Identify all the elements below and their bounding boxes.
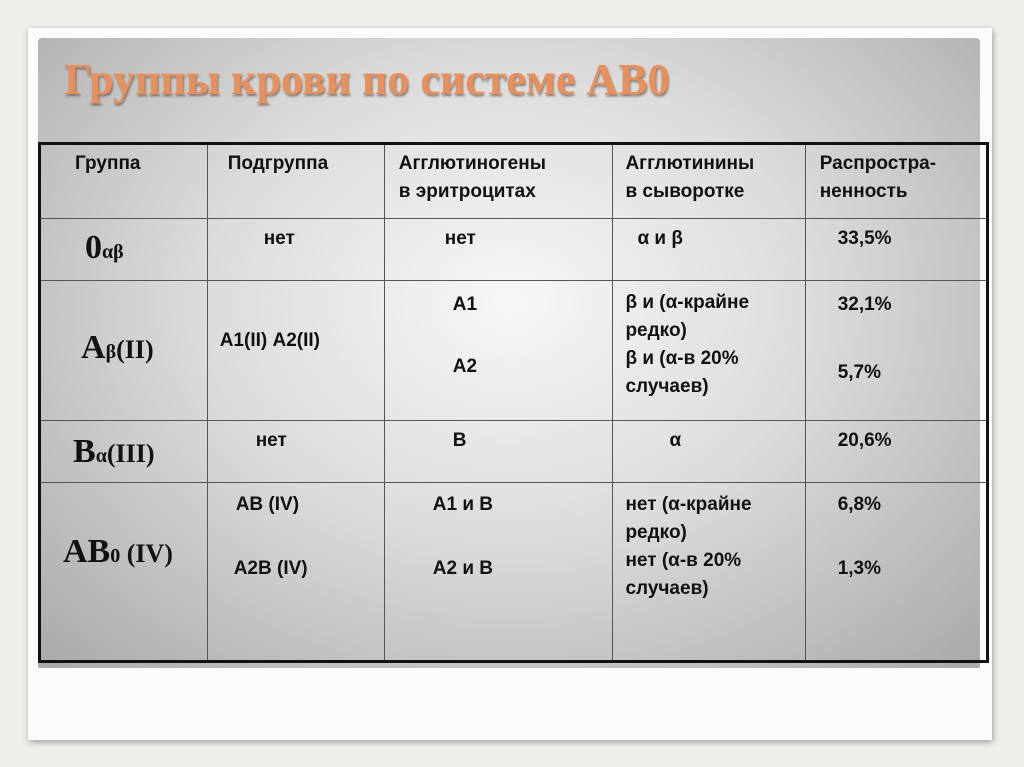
header-agglutinogens [384, 144, 613, 219]
cell-subgroup [207, 281, 384, 421]
prevalence-value-1: 32,1% [837, 294, 892, 315]
header-agglutinogens-line2: в эритроцитах [398, 181, 536, 202]
group-symbol: 0 [85, 229, 102, 266]
table-header-row [40, 144, 988, 219]
agglutinogens-value: В [452, 430, 467, 451]
subgroup-value-1: АВ (IV) [235, 494, 300, 515]
cell-agglutinogens [384, 483, 613, 662]
agglutinins-value-1b: редко) [625, 320, 687, 341]
agglutinogens-value-1: А1 [452, 294, 478, 315]
cell-group [40, 219, 208, 281]
group-subscript: 0 [110, 545, 121, 567]
group-roman: (IV) [120, 539, 173, 568]
prevalence-value-1: 6,8% [837, 494, 882, 515]
header-prevalence [805, 144, 987, 219]
table-row [40, 483, 988, 662]
group-roman: (III) [106, 439, 155, 468]
cell-subgroup [207, 483, 384, 662]
cell-agglutinins [613, 483, 805, 662]
prevalence-value: 33,5% [837, 228, 892, 249]
group-subscript: α [95, 445, 107, 467]
group-symbol: А [81, 329, 106, 366]
prevalence-value: 20,6% [837, 430, 892, 451]
cell-agglutinins [613, 219, 805, 281]
header-subgroup [207, 144, 384, 219]
header-agglutinogens-line1: Агглютиногены [398, 153, 546, 174]
table-row [40, 219, 988, 281]
agglutinins-value-1b: редко) [625, 522, 687, 543]
agglutinogens-value-2: А2 [452, 356, 478, 377]
header-prevalence-line2: ненность [819, 181, 908, 202]
header-subgroup-label: Подгруппа [227, 153, 329, 174]
table-row [40, 281, 988, 421]
cell-group [40, 421, 208, 483]
group-roman: (II) [116, 335, 154, 364]
group-symbol: В [73, 433, 96, 470]
table-row [40, 421, 988, 483]
cell-agglutinogens [384, 281, 613, 421]
agglutinins-value: α и β [637, 228, 683, 249]
cell-prevalence [805, 281, 987, 421]
blood-groups-table [38, 142, 989, 663]
cell-prevalence [805, 483, 987, 662]
agglutinogens-value: нет [444, 228, 476, 249]
subgroup-value: нет [263, 228, 295, 249]
header-prevalence-line1: Распростра- [819, 153, 937, 174]
prevalence-value-2: 1,3% [837, 558, 882, 579]
subgroup-value-2: А2В (IV) [233, 558, 308, 579]
prevalence-value-2: 5,7% [837, 362, 882, 383]
agglutinins-value-2b: случаев) [625, 376, 709, 397]
cell-agglutinins [613, 281, 805, 421]
header-group-label: Группа [75, 153, 141, 174]
subgroup-value: нет [255, 430, 287, 451]
cell-group [40, 281, 208, 421]
agglutinins-value-1a: β и (α-крайне [625, 292, 750, 313]
agglutinins-value-2b: случаев) [625, 578, 709, 599]
group-symbol: АВ [63, 533, 111, 570]
agglutinins-value-2a: β и (α-в 20% [625, 348, 739, 369]
agglutinogens-value-1: А1 и В [432, 494, 494, 515]
header-agglutinins-line2: в сыворотке [625, 181, 745, 202]
agglutinogens-value-2: А2 и В [432, 558, 494, 579]
slide-title: Группы крови по системе АВ0 [64, 55, 670, 104]
header-agglutinins [613, 144, 805, 219]
agglutinins-value: α [669, 430, 682, 451]
group-subscript: αβ [102, 241, 124, 263]
header-group [40, 144, 208, 219]
subgroup-value: А1(II) А2(II) [219, 330, 320, 351]
cell-prevalence [805, 219, 987, 281]
group-subscript: β [105, 341, 117, 363]
cell-group [40, 483, 208, 662]
header-agglutinins-line1: Агглютинины [625, 153, 755, 174]
agglutinins-value-2a: нет (α-в 20% [625, 550, 742, 571]
agglutinins-value-1a: нет (α-крайне [625, 494, 752, 515]
